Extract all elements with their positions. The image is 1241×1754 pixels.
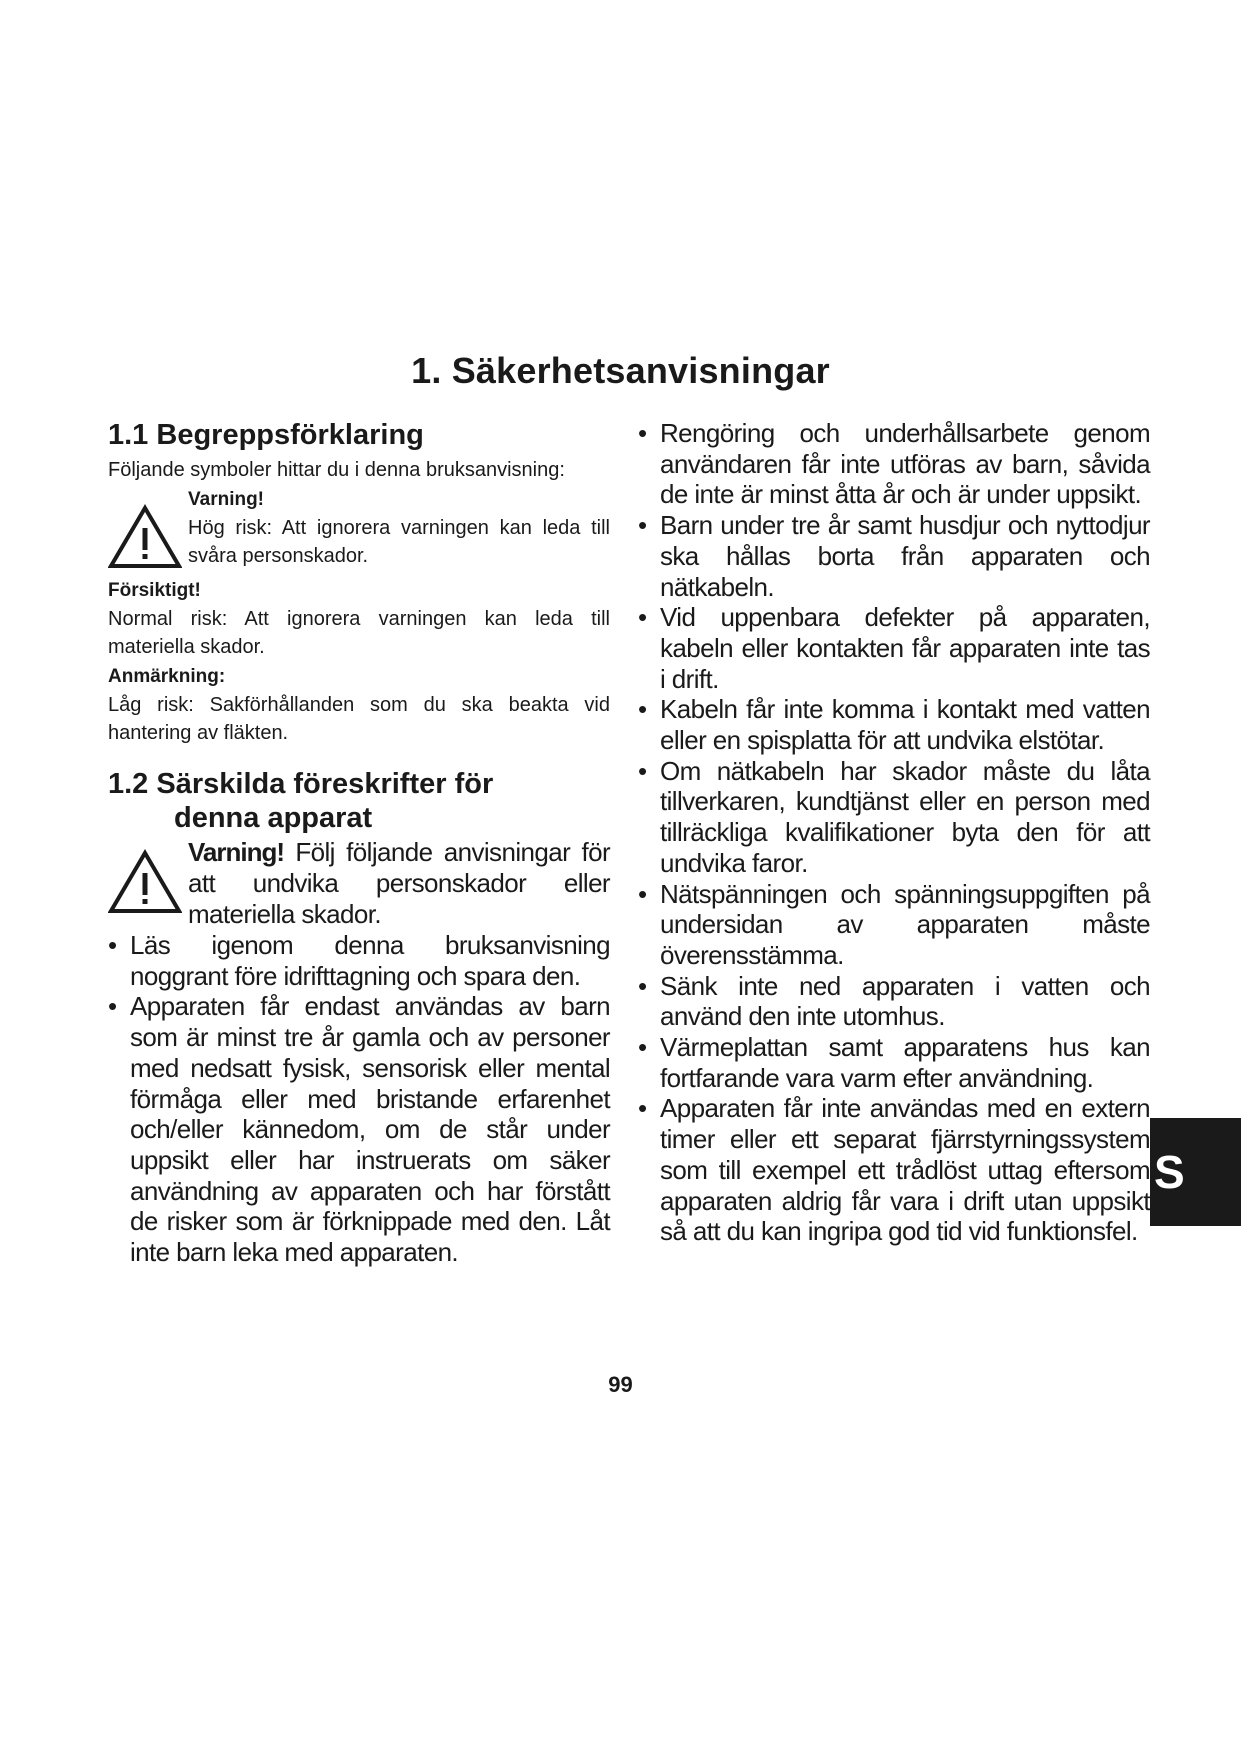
- list-item: • Apparaten får inte användas med en extern timer eller ett separat fjärrstyrningssystem som till exempel ett trådlöst uttag eftersom apparaten aldrig får vara i drift utan uppsikt så att du kan ingripa god tid vid funktionsfel.: [638, 1093, 1150, 1247]
- right-column: [638, 418, 1150, 1247]
- left-column: [108, 418, 610, 1268]
- left-bullet-list: [108, 930, 610, 1268]
- section-1-intro: Följande symboler hittar du i denna bruksanvisning:: [108, 459, 565, 481]
- list-item: • Barn under tre år samt husdjur och nyttodjur ska hållas borta från apparaten och nätkabeln.: [638, 510, 1150, 602]
- caution-label: Försiktigt!: [108, 580, 201, 601]
- list-item: • Om nätkabeln har skador måste du låta tillverkaren, kundtjänst eller en person med tillräckliga kvalifikationer byta den för att undvika faror.: [638, 756, 1150, 879]
- section-2-heading: [108, 767, 610, 835]
- caution-text: Normal risk: Att ignorera varningen kan leda till materiella skador.: [108, 608, 610, 658]
- section-2-heading-line1: 1.2 Särskilda föreskrifter för: [108, 768, 494, 800]
- note-label: Anmärkning:: [108, 666, 226, 687]
- list-item: • Apparaten får endast användas av barn som är minst tre år gamla och av personer med nedsatt fysisk, sensorisk eller mental förmåga eller med bristande erfarenhet och/eller kännedom, om de står under uppsikt eller har instruerats om säker användning av apparaten och har förstått de risker som är förknippade med den. Låt inte barn leka med apparaten.: [108, 991, 610, 1267]
- list-item: • Sänk inte ned apparaten i vatten och använd den inte utomhus.: [638, 971, 1150, 1032]
- page-title: 1. Säkerhetsanvisningar: [411, 350, 830, 391]
- list-item: • Nätspänningen och spänningsuppgiften på undersidan av apparaten måste överensstämma.: [638, 879, 1150, 971]
- list-item: • Vid uppenbara defekter på apparaten, kabeln eller kontakten får apparaten inte tas i drift.: [638, 602, 1150, 694]
- list-item: • Kabeln får inte komma i kontakt med vatten eller en spisplatta för att undvika elstötar.: [638, 694, 1150, 755]
- warning-label: Varning!: [188, 489, 265, 510]
- section-2-warning-label: Varning!: [188, 837, 285, 867]
- section-1-heading: 1.1 Begreppsförklaring: [108, 419, 424, 451]
- note-text: Låg risk: Sakförhållanden som du ska beakta vid hantering av fläkten.: [108, 694, 610, 744]
- warning-text: Hög risk: Att ignorera varningen kan leda till svåra personskador.: [188, 517, 610, 567]
- list-item: • Läs igenom denna bruksanvisning noggrant före idrifttagning och spara den.: [108, 930, 610, 991]
- warning-triangle-icon: [108, 837, 188, 920]
- list-item: • Rengöring och underhållsarbete genom användaren får inte utföras av barn, såvida de inte är minst åtta år och är under uppsikt.: [638, 418, 1150, 510]
- section-2-heading-line2: denna apparat: [174, 802, 373, 834]
- section-2-warning: [108, 837, 610, 930]
- page-number: 99: [608, 1372, 633, 1397]
- warning-triangle-icon: [108, 486, 188, 575]
- warning-definition: [108, 486, 610, 575]
- right-bullet-list: [638, 418, 1150, 1247]
- language-tab: S: [1150, 1118, 1241, 1226]
- list-item: • Värmeplattan samt apparatens hus kan fortfarande vara varm efter användning.: [638, 1032, 1150, 1093]
- section-2-warning-text: Följ följande anvisningar för att undvika personskador eller materiella skador.: [188, 837, 610, 929]
